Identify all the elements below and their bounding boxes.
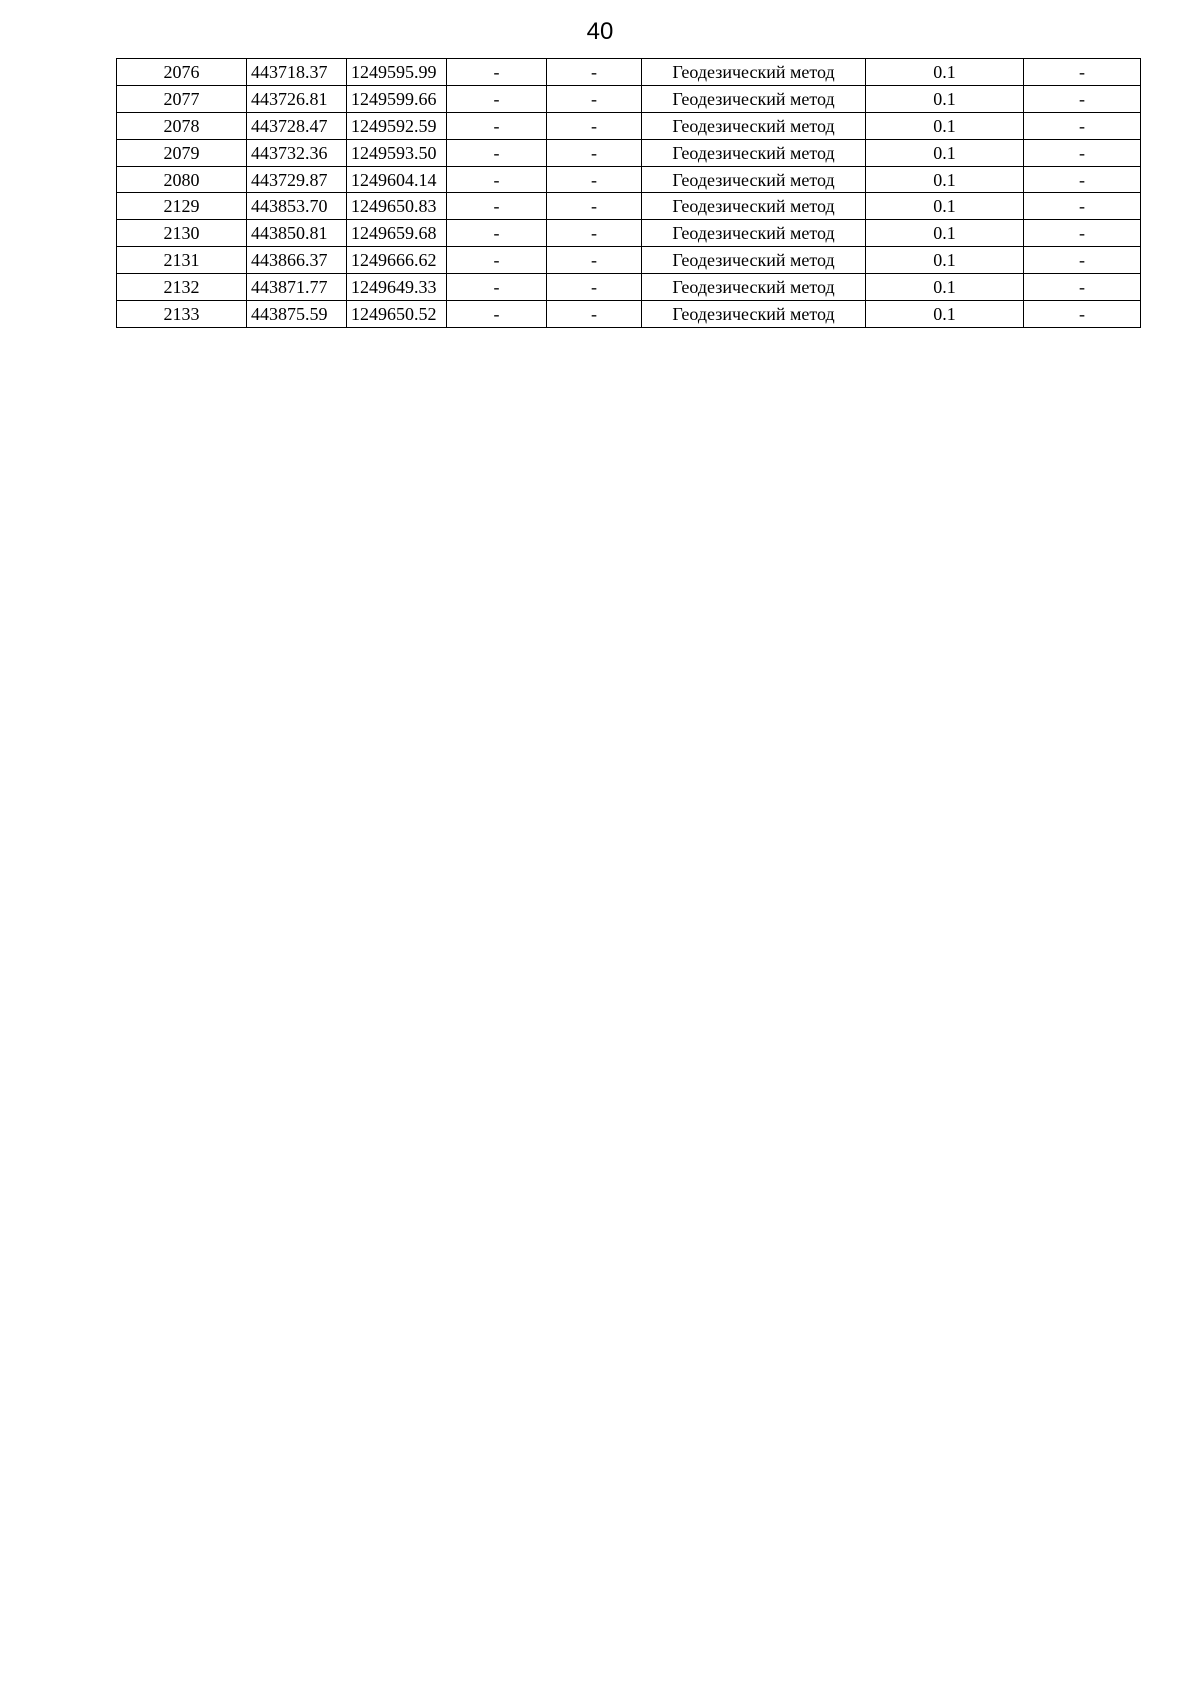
table-row [117, 247, 1141, 274]
y-coordinate-cell: 1249604.14 [347, 166, 447, 193]
accuracy-cell: 0.1 [866, 274, 1024, 301]
empty-cell-1: - [447, 274, 547, 301]
empty-cell-2: - [547, 274, 642, 301]
empty-cell-1: - [447, 139, 547, 166]
empty-cell-3: - [1024, 85, 1141, 112]
table-body [117, 59, 1141, 328]
method-cell: Геодезический метод [642, 59, 866, 86]
y-coordinate-cell: 1249593.50 [347, 139, 447, 166]
point-number-cell: 2080 [117, 166, 247, 193]
empty-cell-1: - [447, 301, 547, 328]
empty-cell-3: - [1024, 193, 1141, 220]
empty-cell-2: - [547, 220, 642, 247]
y-coordinate-cell: 1249595.99 [347, 59, 447, 86]
y-coordinate-cell: 1249666.62 [347, 247, 447, 274]
point-number-cell: 2133 [117, 301, 247, 328]
empty-cell-2: - [547, 139, 642, 166]
method-cell: Геодезический метод [642, 220, 866, 247]
table-row [117, 220, 1141, 247]
empty-cell-2: - [547, 301, 642, 328]
empty-cell-1: - [447, 247, 547, 274]
x-coordinate-cell: 443850.81 [247, 220, 347, 247]
point-number-cell: 2077 [117, 85, 247, 112]
table-row [117, 274, 1141, 301]
y-coordinate-cell: 1249650.52 [347, 301, 447, 328]
method-cell: Геодезический метод [642, 112, 866, 139]
empty-cell-3: - [1024, 301, 1141, 328]
empty-cell-1: - [447, 220, 547, 247]
table-row [117, 193, 1141, 220]
table-row [117, 59, 1141, 86]
y-coordinate-cell: 1249650.83 [347, 193, 447, 220]
empty-cell-3: - [1024, 274, 1141, 301]
x-coordinate-cell: 443875.59 [247, 301, 347, 328]
table-row [117, 139, 1141, 166]
point-number-cell: 2078 [117, 112, 247, 139]
accuracy-cell: 0.1 [866, 139, 1024, 166]
x-coordinate-cell: 443728.47 [247, 112, 347, 139]
empty-cell-1: - [447, 59, 547, 86]
y-coordinate-cell: 1249659.68 [347, 220, 447, 247]
accuracy-cell: 0.1 [866, 59, 1024, 86]
table-row [117, 85, 1141, 112]
empty-cell-3: - [1024, 220, 1141, 247]
y-coordinate-cell: 1249592.59 [347, 112, 447, 139]
accuracy-cell: 0.1 [866, 85, 1024, 112]
empty-cell-1: - [447, 112, 547, 139]
accuracy-cell: 0.1 [866, 301, 1024, 328]
x-coordinate-cell: 443726.81 [247, 85, 347, 112]
empty-cell-2: - [547, 193, 642, 220]
accuracy-cell: 0.1 [866, 247, 1024, 274]
method-cell: Геодезический метод [642, 85, 866, 112]
method-cell: Геодезический метод [642, 166, 866, 193]
method-cell: Геодезический метод [642, 274, 866, 301]
coordinates-table [116, 58, 1141, 328]
accuracy-cell: 0.1 [866, 220, 1024, 247]
y-coordinate-cell: 1249599.66 [347, 85, 447, 112]
method-cell: Геодезический метод [642, 139, 866, 166]
empty-cell-1: - [447, 85, 547, 112]
empty-cell-2: - [547, 59, 642, 86]
empty-cell-1: - [447, 193, 547, 220]
x-coordinate-cell: 443729.87 [247, 166, 347, 193]
empty-cell-3: - [1024, 247, 1141, 274]
method-cell: Геодезический метод [642, 193, 866, 220]
empty-cell-3: - [1024, 59, 1141, 86]
empty-cell-2: - [547, 166, 642, 193]
x-coordinate-cell: 443732.36 [247, 139, 347, 166]
y-coordinate-cell: 1249649.33 [347, 274, 447, 301]
accuracy-cell: 0.1 [866, 166, 1024, 193]
point-number-cell: 2130 [117, 220, 247, 247]
table-row [117, 301, 1141, 328]
empty-cell-3: - [1024, 166, 1141, 193]
x-coordinate-cell: 443866.37 [247, 247, 347, 274]
x-coordinate-cell: 443871.77 [247, 274, 347, 301]
point-number-cell: 2076 [117, 59, 247, 86]
point-number-cell: 2131 [117, 247, 247, 274]
x-coordinate-cell: 443853.70 [247, 193, 347, 220]
x-coordinate-cell: 443718.37 [247, 59, 347, 86]
accuracy-cell: 0.1 [866, 193, 1024, 220]
empty-cell-3: - [1024, 139, 1141, 166]
empty-cell-1: - [447, 166, 547, 193]
empty-cell-3: - [1024, 112, 1141, 139]
page-number: 40 [586, 18, 614, 45]
point-number-cell: 2132 [117, 274, 247, 301]
method-cell: Геодезический метод [642, 301, 866, 328]
point-number-cell: 2129 [117, 193, 247, 220]
empty-cell-2: - [547, 112, 642, 139]
point-number-cell: 2079 [117, 139, 247, 166]
empty-cell-2: - [547, 85, 642, 112]
table-row [117, 112, 1141, 139]
empty-cell-2: - [547, 247, 642, 274]
method-cell: Геодезический метод [642, 247, 866, 274]
table-row [117, 166, 1141, 193]
accuracy-cell: 0.1 [866, 112, 1024, 139]
